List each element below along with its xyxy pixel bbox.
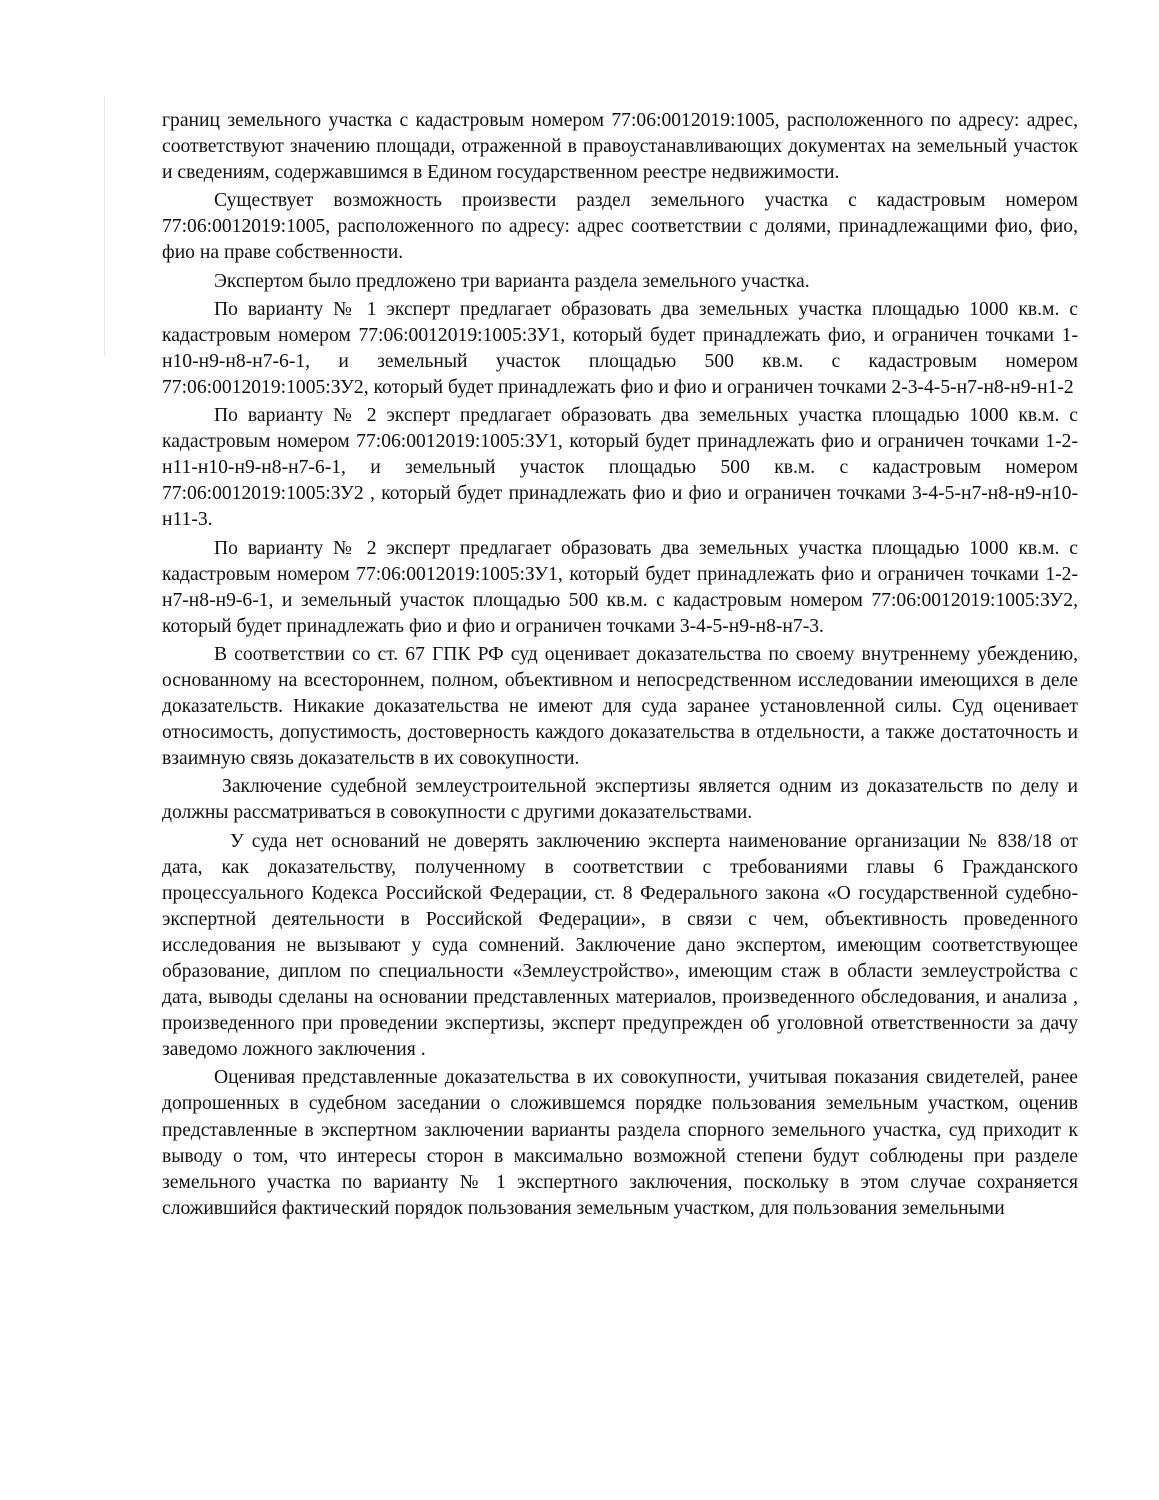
paragraph-expert-trust: У суда нет оснований не доверять заключению эксперта наименование организации № 838/18 от дата, как доказательству, полученному в соответствии с требованиями главы 6 Гражданского процессуального Кодекса Российской Федерации, ст. 8 Федерального закона «О государственной судебно- экспертной деятельности в Российской Федерации», в связи с чем, объективность проведенного исследования не вызывают у суда сомнений. Заключение дано экспертом, имеющим соответствующее образование, диплом по специальности «Землеустройство», имеющим стаж в области землеустройства с дата, выводы сделаны на основании представленных материалов, произведенного обследования, и анализа , произведенного при проведении экспертизы, эксперт предупрежден об уголовной ответственности за дачу заведомо ложного заключения .: [162, 830, 1078, 1061]
paragraph-evidence-evaluation: В соответствии со ст. 67 ГПК РФ суд оценивает доказательства по своему внутреннему убеждению, основанному на всестороннем, полном, объективном и непосредственном исследовании имеющихся в деле доказательств. Никакие доказательства не имеют для суда заранее установленной силы. Суд оценивает относимость, допустимость, достоверность каждого доказательства в отдельности, а также достаточность и взаимную связь доказательств в их совокупности.: [162, 643, 1078, 770]
paragraph-court-conclusion: Оценивая представленные доказательства в их совокупности, учитывая показания свидетелей, ранее допрошенных в судебном заседании о сложившемся порядке пользования земельным участком, оценив представленные в экспертном заключении варианты раздела спорного земельного участка, суд приходит к выводу о том, что интересы сторон в максимально возможной степени будут соблюдены при разделе земельного участка по варианту № 1 экспертного заключения, поскольку в этом случае сохраняется сложившийся фактический порядок пользования земельным участком, для пользования земельными: [162, 1067, 1078, 1219]
scan-margin-line: [104, 96, 105, 356]
paragraph-expertise-as-evidence: Заключение судебной землеустроительной экспертизы является одним из доказательств по делу и должны рассматриваться в совокупности с другими доказательствами.: [162, 776, 1078, 824]
paragraph-variant-1: По варианту № 1 эксперт предлагает образовать два земельных участка площадью 1000 кв.м. с кадастровым номером 77:06:0012019:1005:ЗУ1, который будет принадлежать фио, и ограничен точками 1-н10-н9-н8-н7-6-1, и земельный участок площадью 500 кв.м. с кадастровым номером 77:06:0012019:1005:ЗУ2, который будет принадлежать фио и фио и ограничен точками 2-3-4-5-н7-н8-н9-н1-2: [162, 298, 1078, 398]
paragraph-three-variants: Экспертом было предложено три варианта раздела земельного участка.: [214, 270, 810, 292]
paragraph-variant-2: По варианту № 2 эксперт предлагает образовать два земельных участка площадью 1000 кв.м. с кадастровым номером 77:06:0012019:1005:ЗУ1, который будет принадлежать фио и ограничен точками 1-2-н11-н10-н9-н8-н7-6-1, и земельный участок площадью 500 кв.м. с кадастровым номером 77:06:0012019:1005:ЗУ2 , который будет принадлежать фио и фио и ограничен точками 3-4-5-н7-н8-н9-н10-н11-3.: [162, 405, 1078, 531]
document-body: [162, 108, 1078, 1222]
paragraph-variant-3: По варианту № 2 эксперт предлагает образовать два земельных участка площадью 1000 кв.м. с кадастровым номером 77:06:0012019:1005:ЗУ1, который будет принадлежать фио и ограничен точками 1-2-н7-н8-н9-6-1, и земельный участок площадью 500 кв.м. с кадастровым номером 77:06:0012019:1005:ЗУ2, который будет принадлежать фио и фио и ограничен точками 3-4-5-н9-н8-н7-3.: [162, 537, 1078, 637]
paragraph-boundaries-conclusion: границ земельного участка с кадастровым номером 77:06:0012019:1005, расположенного по адресу: адрес, соответствуют значению площади, отраженной в правоустанавливающих документах на земельный участок и сведениям, содержавшимся в Едином государственном реестре недвижимости.: [162, 110, 1078, 184]
paragraph-division-possibility: Существует возможность произвести раздел земельного участка с кадастровым номером 77:06:0012019:1005, расположенного по адресу: адрес соответствии с долями, принадлежащими фио, фио, фио на праве собственности.: [162, 190, 1078, 264]
